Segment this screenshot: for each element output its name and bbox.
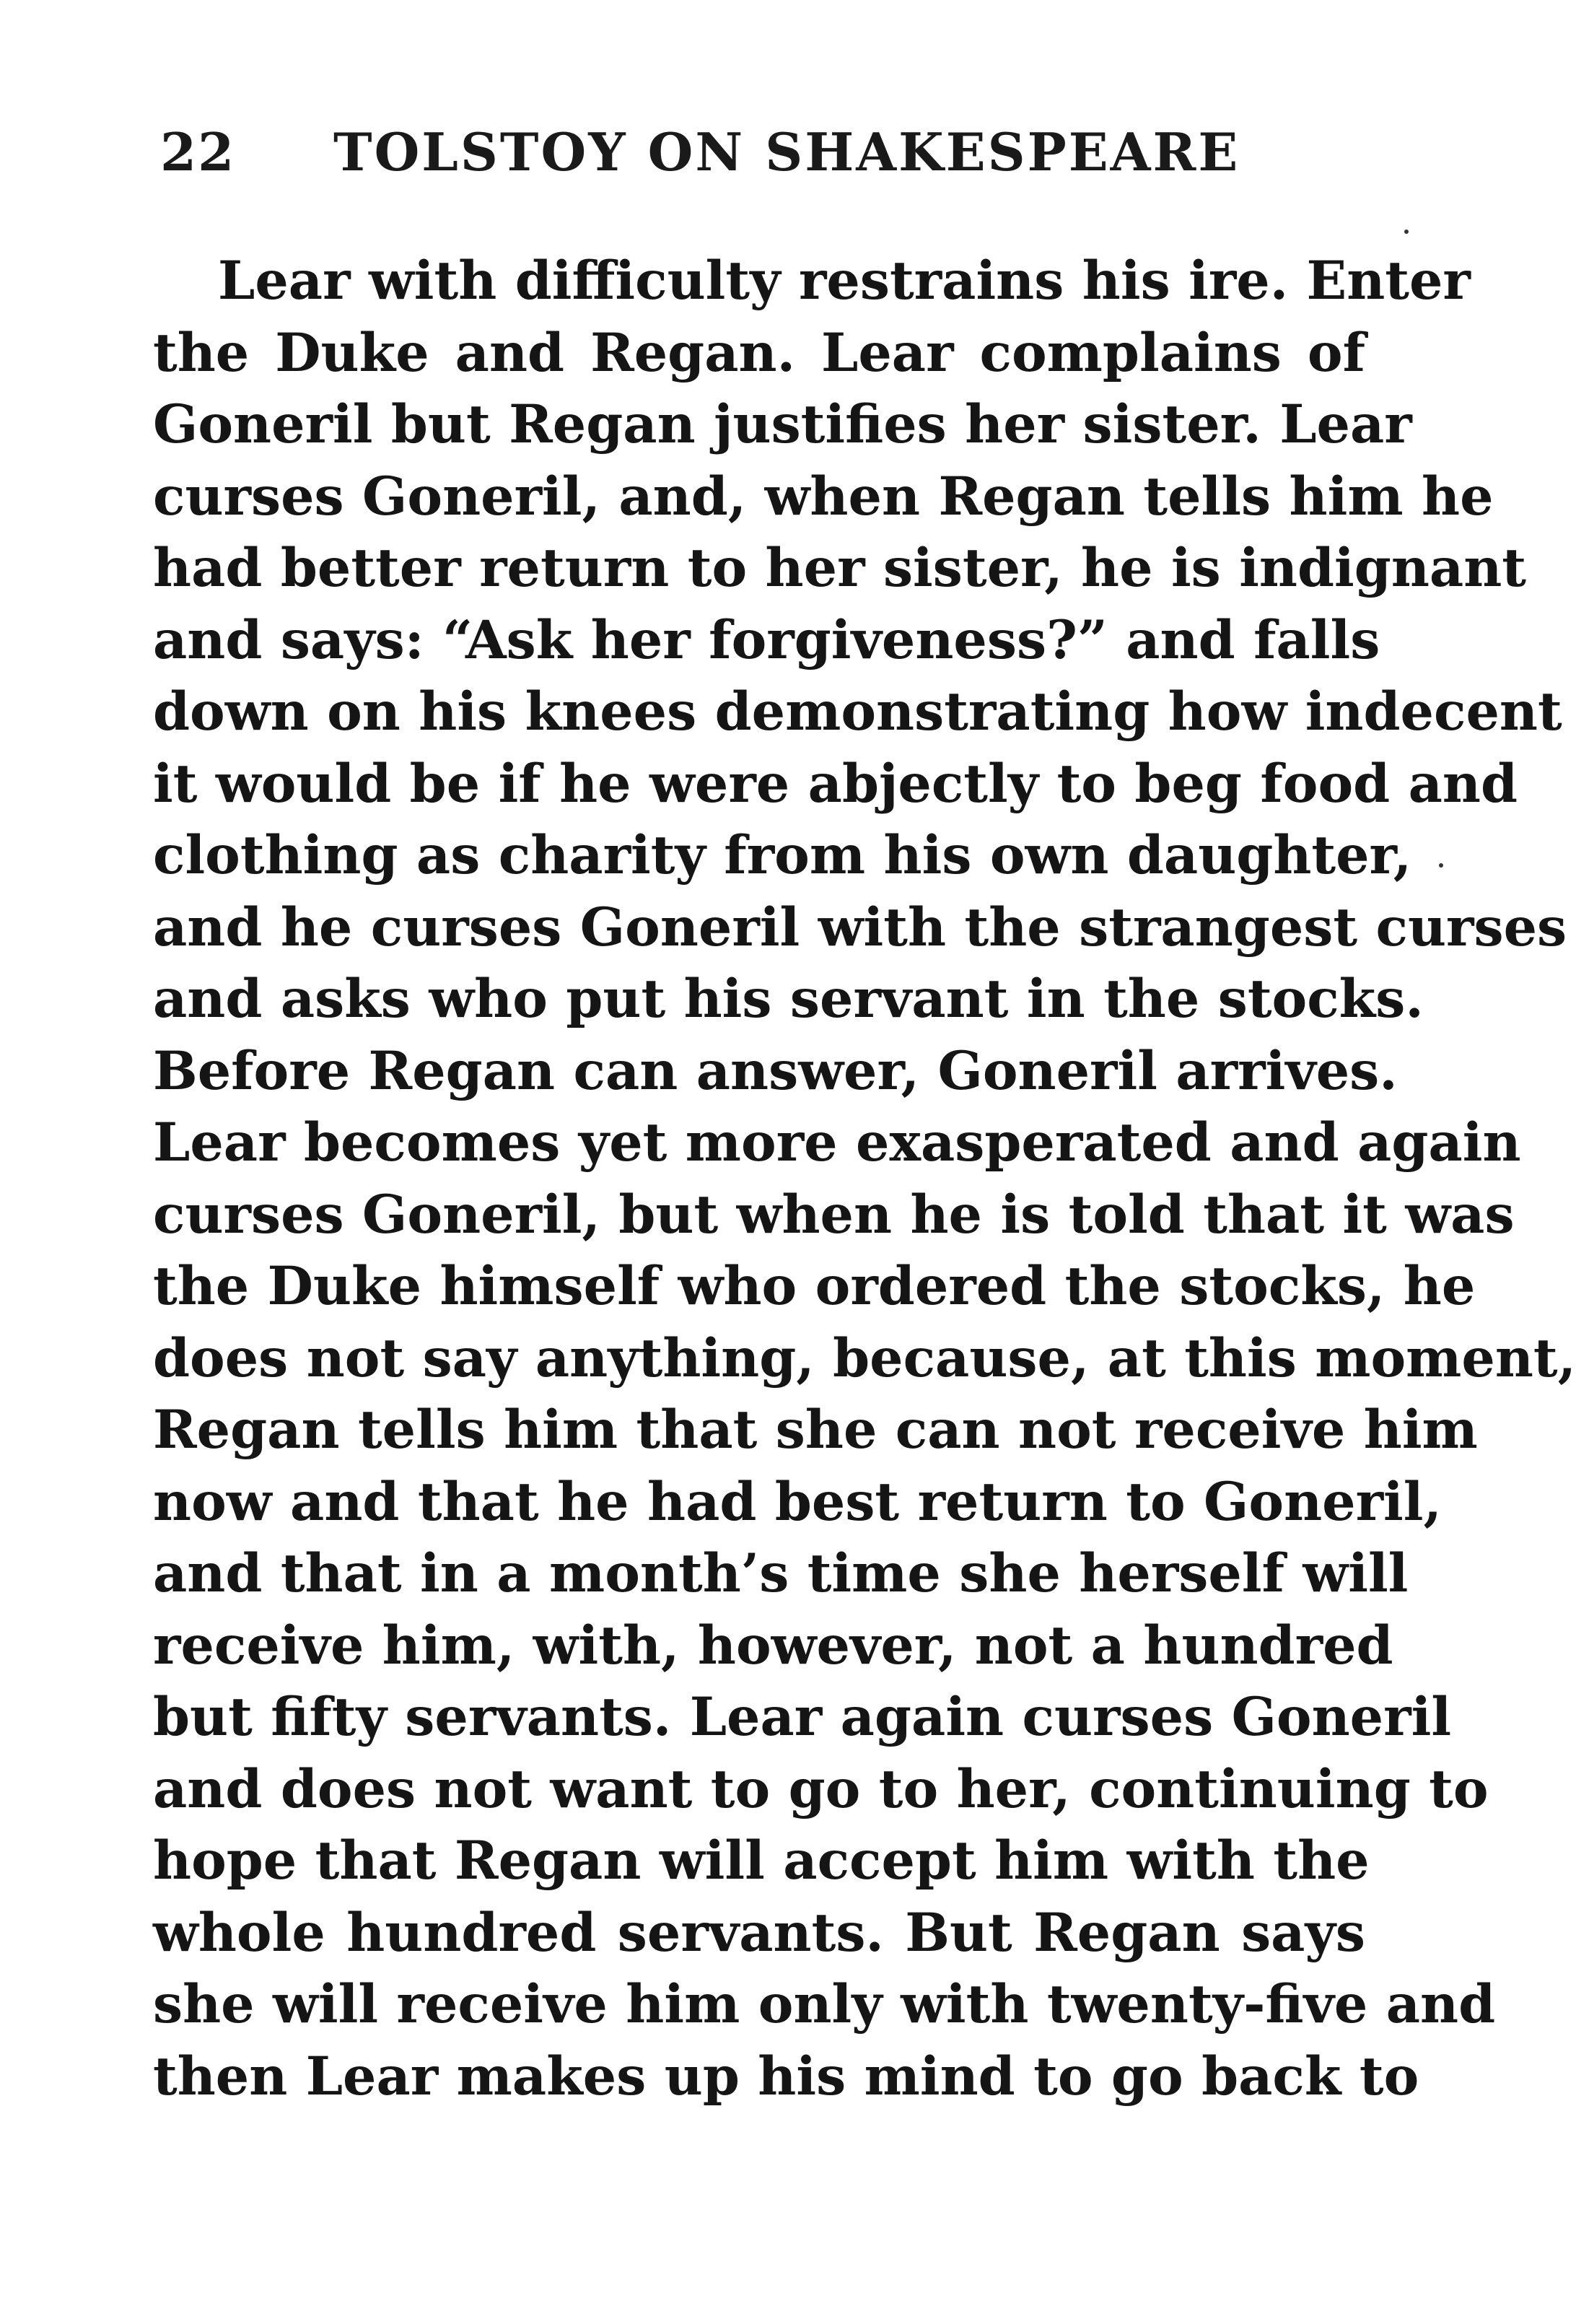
text-line: clothing as charity from his own daughter, (153, 824, 1412, 886)
text-line: curses Goneril, and, when Regan tells him he (153, 465, 1494, 528)
text-line: curses Goneril, but when he is told that it was (153, 1183, 1515, 1246)
text-line: the Duke himself who ordered the stocks, he (153, 1255, 1476, 1317)
text-line: receive him, with, however, not a hundred (153, 1614, 1393, 1677)
text-line: the Duke and Regan. Lear complains of (153, 321, 1365, 384)
text-line: down on his knees demonstrating how indecent (153, 681, 1562, 743)
text-line: and he curses Goneril with the strangest curses (153, 896, 1567, 958)
text-line: and says: “Ask her forgiveness?” and falls (153, 608, 1380, 671)
text-line: now and that he had best return to Goneril, (153, 1470, 1442, 1533)
text-line: does not say anything, because, at this moment, (153, 1327, 1576, 1389)
body-paragraph (153, 245, 1576, 2113)
text-line: and asks who put his servant in the stocks. (153, 968, 1424, 1030)
page-number: 22 (160, 121, 236, 183)
text-line: hope that Regan will accept him with the (153, 1830, 1370, 1892)
text-line: Before Regan can answer, Goneril arrives. (153, 1039, 1398, 1102)
text-line: but fifty servants. Lear again curses Goneril (153, 1686, 1452, 1748)
print-speck (1439, 863, 1443, 868)
text-line: and does not want to go to her, continuing to (153, 1757, 1489, 1820)
text-line: then Lear makes up his mind to go back to (153, 2045, 1419, 2107)
text-line: had better return to her sister, he is indignant (153, 537, 1526, 599)
text-line: Goneril but Regan justifies her sister. Lear (153, 393, 1412, 455)
text-line: Lear with difficulty restrains his ire. Enter (218, 250, 1471, 312)
text-line: it would be if he were abjectly to beg food and (153, 752, 1518, 815)
text-line: Regan tells him that she can not receive him (153, 1399, 1478, 1461)
text-line: whole hundred servants. But Regan says (153, 1901, 1365, 1964)
text-line: she will receive him only with twenty-five and (153, 1973, 1496, 2035)
running-head (160, 108, 1373, 195)
running-title: TOLSTOY ON SHAKESPEARE (333, 121, 1240, 183)
print-speck (1404, 230, 1409, 234)
text-line: Lear becomes yet more exasperated and again (153, 1111, 1521, 1174)
text-line: and that in a month’s time she herself will (153, 1542, 1409, 1604)
